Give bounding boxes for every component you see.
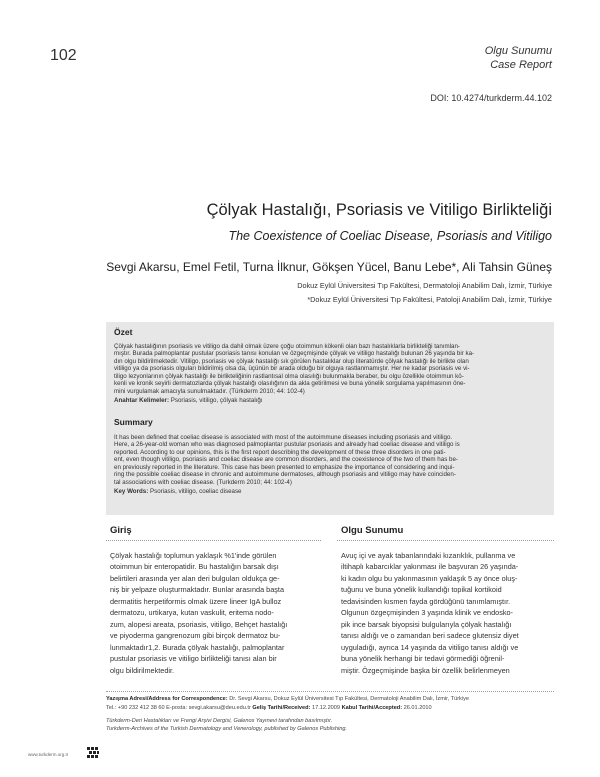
received-label: Geliş Tarihi/Received: — [252, 704, 311, 711]
case-report-line: tanısı aldığı ve o zamandan beri sadece glutensiz diyet — [341, 631, 519, 641]
introduction-line: otoimmun bir enteropatidir. Bu hastalığın barsak dışı — [110, 562, 279, 572]
correspondence-label: Yazışma Adresi/Address for Correspondence: — [106, 696, 228, 702]
section-divider — [337, 540, 554, 541]
publisher-note — [106, 717, 554, 733]
keywords-tr-label: Anahtar Kelimeler: — [114, 397, 170, 404]
introduction-text — [110, 550, 321, 676]
page-number: 102 — [50, 47, 77, 64]
article-type — [485, 44, 552, 72]
keywords-en-values: Psoriasis, vitiligo, coeliac disease — [150, 488, 242, 495]
section-heading-case-report: Olgu Sunumu — [341, 525, 404, 536]
introduction-line: ve piyoderma gangrenozum gibi birçok dermatoz bu- — [110, 631, 281, 641]
abstract-tr-line: Çölyak hastalığının psoriasis ve vitiligo da dahil olmak üzere çoğu otoimmun kökenli olan bazı hastalıklarla birlikteliği tanımlan- — [114, 343, 460, 350]
article-type-tr: Olgu Sunumu — [484, 45, 552, 57]
abstract-en-text — [114, 434, 546, 486]
introduction-line: zum, alopesi areata, psoriasis, vitiligo, Behçet hastalığı — [110, 619, 288, 629]
doi[interactable]: DOI: 10.4274/turkderm.44.102 — [430, 93, 552, 103]
abstract-en-line: It has been defined that coeliac disease is associated with most of the autoimmune diseases including psoriasis and vitiligo. — [114, 434, 453, 441]
author-list: Sevgi Akarsu, Emel Fetil, Turna İlknur, Gökşen Yücel, Banu Lebe*, Ali Tahsin Güneş — [106, 260, 552, 274]
introduction-line: olgu bildirilmektedir. — [110, 665, 175, 675]
accepted-label: Kabul Tarihi/Accepted: — [341, 704, 403, 711]
correspondence-block — [106, 695, 554, 712]
publisher-note-en: Turkderm-Archives of the Turkish Dermatology and Venerology, published by Galenos Publishing. — [106, 726, 348, 732]
abstract-en-heading: Summary — [114, 417, 153, 427]
abstract-tr-line: tiligo lezyonlarının çölyak hastalığı ile birlikteliğinin rastlantısal olma olasılığı bulunmakla beraber, bu olgu özellikle otoimmun kö- — [114, 372, 464, 380]
introduction-line: pustular psoriasis ve vitiligo birlikteliği tanısı alan bir — [110, 654, 277, 664]
case-report-line: uyguladığı, ayrıca 14 yaşında da vitiligo tanısı aldığı ve — [341, 642, 519, 652]
footer-divider — [106, 691, 554, 692]
introduction-line: Çölyak hastalığı toplumun yaklaşık %1'inde görülen — [110, 551, 277, 560]
abstract-tr-line: vitiligo ya da psoriasis olguları bildirilmiş olsa da, üçünün bir arada olduğu bir olguya rastlanmamıştır. Her ne kadar psoriasis ve vi- — [114, 365, 470, 373]
case-report-line: tedavisinden kısmen fayda gördüğünü tanımlamıştır. — [341, 596, 511, 606]
received-date: 17.12.2009 — [312, 704, 341, 711]
affiliation-1: Dokuz Eylül Üniversitesi Tıp Fakültesi, Dermatoloji Anabilim Dalı, İzmir, Türkiye — [297, 281, 552, 290]
case-report-line: Olgunun özgeçmişinden 3 yaşında klinik ve endosko- — [341, 608, 513, 618]
affiliation-2: *Dokuz Eylül Üniversitesi Tıp Fakültesi, Patoloji Anabilim Dalı, İzmir, Türkiye — [307, 295, 552, 304]
title-english: The Coexistence of Coeliac Disease, Psoriasis and Vitiligo — [228, 229, 552, 243]
section-divider — [106, 540, 321, 541]
introduction-line: dermatitis herpetiformis olmak üzere lineer IgA bulloz — [110, 596, 282, 606]
abstract-en-line: Here, a 26-year-old woman who was diagnosed palmoplantar pustular psoriasis and already had coeliac disease and vitiligo is — [114, 441, 460, 449]
correspondence-line-2 — [106, 704, 554, 713]
correspondence-line-1 — [106, 695, 554, 704]
case-report-text — [341, 550, 554, 676]
journal-url[interactable]: www.turkderm.org.tr — [28, 752, 69, 757]
keywords-en-label: Key Words: — [114, 488, 149, 495]
section-heading-introduction: Giriş — [110, 525, 132, 536]
abstract-en-line: ent, even though vitiligo, psoriasis and coeliac disease are common disorders, and the coexistence of the two of them has be- — [114, 456, 458, 464]
abstract-tr-text — [114, 343, 546, 395]
case-report-line: Avuç içi ve ayak tabanlarındaki kızarıklık, pullanma ve — [341, 551, 516, 560]
publisher-logo-icon — [86, 746, 100, 760]
abstract-en-line: reported. According to our opinions, this is the first report describing the development of these three disorders in one pati- — [114, 448, 446, 456]
abstract-en-line: en previously reported in the literature. This case has been presented to emphasize the importance of considering and inqui- — [114, 463, 455, 471]
keywords-tr-values: Psoriasis, vitiligo, çölyak hastalığı — [170, 397, 263, 404]
introduction-line: niş bir yelpaze oluşturmaktadır. Bunlar arasında başta — [110, 585, 285, 595]
abstract-en-line: ring the possible coeliac disease in chronic and autoimmune dermatoses, although psoriasis and vitiligo may have coinciden- — [114, 471, 456, 479]
abstract-tr-line: mıştır. Burada palmoplantar pustular psoriasis tanısı konulan ve özgeçmişinde çölyak ve vitiligo hastalığı bulunan 26 yaşında bir ka- — [114, 350, 475, 358]
correspondence-contact: Tel.: +90 232 412 38 60 E-posta: sevgi.akarsu@deu.edu.tr — [106, 704, 251, 711]
abstract-tr-line: kenli ve kronik seyirli dermatozlarda çölyak hastalığı olasılığının da akla getirilmesi ve buna yönelik sorgulama yapılmasının öne- — [114, 380, 466, 388]
abstract-en-line: tal associations with coeliac disease. (Turkderm 2010; 44: 102-4) — [114, 478, 292, 486]
case-report-line: ki kadın olgu bu yakınmasının yaklaşık 5 ay önce oluş- — [341, 573, 518, 583]
case-report-line: buna yönelik herhangi bir tedavi görmediği öğrenil- — [341, 654, 505, 664]
abstract-tr-line: dın olgu bildirilmektedir. Vitiligo, psoriasis ve çölyak hastalığı sık görülen hastalıklar olup literatürde çölyak hastalığı ile birlikte olan — [114, 357, 469, 365]
publisher-note-tr: Türkderm-Deri Hastalıkları ve Frengi Arşivi Dergisi, Galenos Yayınevi tarafından basılmıştır. — [106, 718, 333, 724]
correspondence-address: Dr. Sevgi Akarsu, Dokuz Eylül Üniversitesi Tıp Fakültesi, Dermatoloji Anabilim Dalı, İzmir, Türkiye — [229, 696, 469, 702]
abstract-tr-line: mini vurgulamak amacıyla sunulmaktadır. (Türkderm 2010; 44: 102-4) — [114, 387, 305, 395]
abstract-en-keywords — [114, 488, 242, 495]
abstract-box — [106, 322, 554, 515]
abstract-tr-heading: Özet — [114, 327, 133, 337]
case-report-line: pik ince barsak biyopsisi bulgularıyla çölyak hastalığı — [341, 619, 512, 629]
introduction-line: lunmaktadır1,2. Burada çölyak hastalığı, palmoplantar — [110, 642, 285, 652]
article-type-en: Case Report — [490, 59, 552, 71]
accepted-date: 26.01.2010 — [403, 704, 432, 711]
title-turkish: Çölyak Hastalığı, Psoriasis ve Vitiligo Birlikteliği — [206, 201, 552, 219]
introduction-line: dermatozu, urtikarya, kutan vaskulit, eritema nodo- — [110, 608, 274, 618]
case-report-line: iltihaplı kabarcıklar yakınması ile başvuran 26 yaşında- — [341, 562, 519, 572]
abstract-tr-keywords — [114, 397, 263, 404]
introduction-line: belirtileri arasında yer alan deri bulguları oldukça ge- — [110, 573, 280, 583]
case-report-line: miştir. Özgeçmişinde başka bir özellik belirlenmeyen — [341, 665, 510, 675]
case-report-line: tuğunu ve buna yönelik kullandığı topikal kortikoid — [341, 585, 502, 595]
